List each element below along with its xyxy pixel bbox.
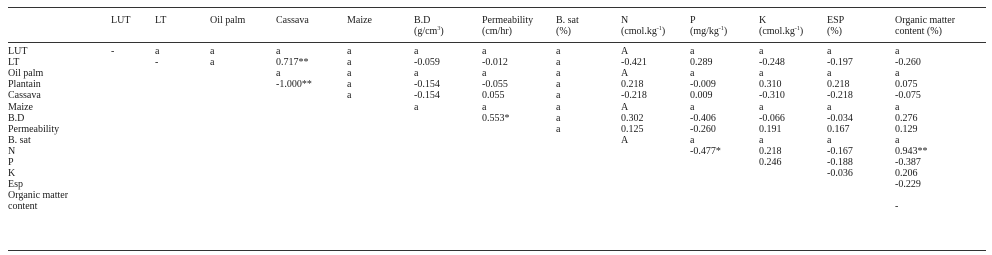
table-row (8, 168, 986, 179)
header-k-unit-exponent: -1 (794, 26, 800, 32)
header-oil_palm (210, 15, 245, 26)
table-cell: a (276, 46, 281, 57)
header-p-unit-close: ) (723, 26, 728, 37)
table-cell: a (556, 46, 561, 57)
table-cell: -0.218 (621, 90, 647, 102)
table-cell: -0.197 (827, 57, 853, 69)
header-n-unit: (cmol.kg (621, 26, 657, 37)
header-cassava-line1: Cassava (276, 15, 309, 26)
table-cell: 0.246 (759, 157, 782, 168)
header-maize-line1: Maize (347, 15, 372, 26)
table-cell: a (759, 101, 764, 113)
table-cell: a (276, 68, 281, 80)
table-cell: 0.310 (759, 79, 782, 91)
table-row (8, 157, 986, 168)
table-cell: 0.055 (482, 90, 505, 102)
table-cell: 0.129 (895, 123, 918, 135)
header-permeability-unit: (cm/hr) (482, 26, 512, 37)
row-label-text: P (8, 157, 14, 168)
row-label-text: Permeability (8, 123, 60, 135)
table-cell: a (827, 68, 832, 80)
table-row (8, 68, 986, 79)
table-cell: a (414, 101, 419, 113)
row-label-text: Cassava (8, 90, 41, 102)
table-cell: a (759, 46, 764, 57)
table-cell: -0.034 (827, 112, 853, 124)
table-cell: a (759, 134, 764, 146)
row-label (8, 146, 15, 157)
row-label (8, 68, 43, 79)
row-label-text-line2: content (8, 201, 38, 213)
header-p-line1: P (690, 15, 696, 26)
table-cell: -0.055 (482, 79, 508, 91)
table-cell: -0.310 (759, 90, 785, 102)
table-cell: 0.218 (759, 145, 782, 157)
table-cell: -0.260 (895, 57, 921, 69)
header-permeability (482, 15, 533, 37)
header-om-unit: content (%) (895, 26, 942, 37)
row-label (8, 135, 31, 146)
table-cell: a (827, 46, 832, 57)
table-cell: a (759, 68, 764, 80)
table-cell: -0.154 (414, 79, 440, 91)
table-cell: 0.289 (690, 57, 713, 69)
table-cell: a (347, 79, 352, 91)
table-row (8, 113, 986, 124)
table-cell: a (414, 46, 419, 57)
table-cell: 0.218 (621, 79, 644, 91)
table-cell: 0.553* (482, 112, 510, 124)
row-label (8, 113, 24, 124)
row-label-text: Maize (8, 101, 33, 113)
header-b_sat-line1: B. sat (556, 15, 579, 26)
table-cell: 0.167 (827, 123, 850, 135)
table-row (8, 102, 986, 113)
header-lt (155, 15, 166, 26)
table-cell: a (414, 68, 419, 80)
header-esp-unit: (%) (827, 26, 842, 37)
table-row (8, 135, 986, 146)
header-k-unit: (cmol.kg (759, 26, 795, 37)
table-cell: -0.406 (690, 112, 716, 124)
row-label (8, 168, 15, 179)
row-label-text: B.D (8, 112, 25, 124)
table-bottom-rule (8, 250, 986, 251)
table-cell: 0.009 (690, 90, 713, 102)
table-cell: a (556, 101, 561, 113)
table-cell: a (556, 112, 561, 124)
table-cell: a (895, 101, 900, 113)
table-cell: a (827, 134, 832, 146)
table-cell: a (895, 46, 900, 57)
header-oil_palm-line1: Oil palm (210, 15, 246, 26)
table-cell: A (621, 101, 629, 113)
row-label-text: LUT (8, 46, 28, 57)
table-cell: -0.188 (827, 157, 853, 168)
table-cell: 0.943** (895, 145, 928, 157)
table-cell: 0.302 (621, 112, 644, 124)
table-cell: a (690, 134, 695, 146)
table-cell: a (155, 46, 160, 57)
row-label (8, 79, 41, 90)
table-cell: a (556, 123, 561, 135)
header-lut (111, 15, 130, 26)
header-b_sat (556, 15, 579, 37)
table-cell: -0.154 (414, 90, 440, 102)
table-cell: 0.125 (621, 123, 644, 135)
table-cell: -0.066 (759, 112, 785, 124)
table-cell: a (210, 46, 215, 57)
header-bd-unit-close: ) (440, 26, 444, 37)
table-row (8, 146, 986, 157)
row-label-text: N (8, 145, 16, 157)
table-cell: a (347, 46, 352, 57)
table-cell: -0.012 (482, 57, 508, 69)
table-cell: A (621, 68, 629, 80)
table-cell: -0.387 (895, 157, 921, 168)
table-cell: -1.000** (276, 79, 312, 91)
header-esp-line1: ESP (827, 15, 845, 26)
row-label-text: K (8, 168, 16, 180)
table-cell: a (556, 90, 561, 102)
table-cell: -0.059 (414, 57, 440, 69)
table-cell: -0.167 (827, 145, 853, 157)
table-cell: -0.248 (759, 57, 785, 69)
row-label (8, 90, 41, 101)
table-row (8, 190, 986, 213)
row-label-text: Esp (8, 179, 23, 191)
header-esp (827, 15, 844, 37)
row-label (8, 102, 33, 113)
table-row (8, 79, 986, 90)
table-cell: 0.276 (895, 112, 918, 124)
table-cell: a (827, 101, 832, 113)
table-cell: a (210, 57, 215, 69)
table-cell: a (347, 90, 352, 102)
header-maize (347, 15, 372, 26)
row-label-text: Oil palm (8, 68, 44, 80)
table-row (8, 46, 986, 57)
table-row (8, 124, 986, 135)
table-cell: a (690, 68, 695, 80)
header-cassava (276, 15, 309, 26)
row-label (8, 179, 23, 190)
header-bd (414, 15, 444, 37)
table-cell: a (690, 46, 695, 57)
table-header-rule (8, 42, 986, 43)
table-cell: a (556, 68, 561, 80)
row-label (8, 190, 68, 212)
table-cell: -0.477* (690, 145, 721, 157)
row-label (8, 46, 27, 57)
header-bd-unit-exponent: 3 (437, 26, 441, 32)
header-bd-line1: B.D (414, 15, 431, 26)
table-cell: -0.229 (895, 179, 921, 191)
table-cell: a (347, 68, 352, 80)
row-label (8, 157, 14, 168)
table-cell: - (155, 57, 159, 69)
header-n-unit-exponent: -1 (656, 26, 662, 32)
header-k-line1: K (759, 15, 767, 26)
table-cell: - (895, 201, 899, 213)
header-lut-line1: LUT (111, 15, 131, 26)
header-p-unit-exponent: -1 (718, 26, 724, 32)
header-om (895, 15, 955, 37)
table-cell: a (482, 101, 487, 113)
header-bd-unit: (g/cm (414, 26, 438, 37)
header-om-line1: Organic matter (895, 15, 956, 26)
table-cell: - (111, 46, 115, 57)
header-n (621, 15, 665, 37)
table-cell: -0.218 (827, 90, 853, 102)
table-cell: -0.260 (690, 123, 716, 135)
table-cell: 0.717** (276, 57, 309, 69)
table-cell: 0.206 (895, 168, 918, 180)
table-top-rule (8, 7, 986, 8)
table-cell: a (556, 57, 561, 69)
table-cell: a (690, 101, 695, 113)
table-cell: a (556, 79, 561, 91)
table-cell: a (482, 68, 487, 80)
table-cell: a (482, 46, 487, 57)
table-cell: 0.191 (759, 123, 782, 135)
header-permeability-line1: Permeability (482, 15, 534, 26)
table-cell: a (895, 68, 900, 80)
header-k-unit-close: ) (799, 26, 804, 37)
header-n-unit-close: ) (661, 26, 666, 37)
table-row (8, 57, 986, 68)
header-b_sat-unit: (%) (556, 26, 571, 37)
table-cell: A (621, 134, 629, 146)
table-cell: 0.075 (895, 79, 918, 91)
table-cell: -0.036 (827, 168, 853, 180)
row-label-text: Plantain (8, 79, 41, 91)
header-k (759, 15, 803, 37)
table-cell: -0.075 (895, 90, 921, 102)
table-cell: 0.218 (827, 79, 850, 91)
header-p-unit: (mg/kg (690, 26, 719, 37)
header-lt-line1: LT (155, 15, 167, 26)
row-label-text: LT (8, 57, 20, 69)
header-n-line1: N (621, 15, 629, 26)
table-row (8, 179, 986, 190)
table-cell: -0.009 (690, 79, 716, 91)
header-p (690, 15, 727, 37)
table-cell: a (895, 134, 900, 146)
table-cell: -0.421 (621, 57, 647, 69)
table-cell: A (621, 46, 629, 57)
row-label (8, 124, 59, 135)
table-row (8, 90, 986, 101)
table-cell: a (347, 57, 352, 69)
row-label-text: Organic matter (8, 190, 69, 202)
row-label (8, 57, 19, 68)
row-label-text: B. sat (8, 134, 31, 146)
